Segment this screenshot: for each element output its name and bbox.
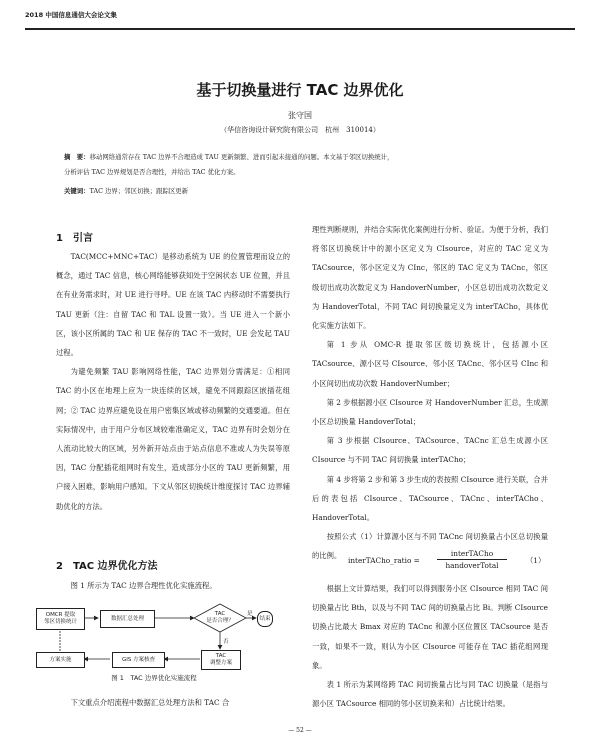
formula-fraction bbox=[437, 549, 507, 570]
figure1-caption: 图 1 TAC 边界优化实施流程 bbox=[111, 674, 197, 682]
step-4: 第 4 步将第 2 步和第 3 步生成的表按照 CIsource 进行关联，合并后的表包括 CIsource、TACsource、TACnc、interTACho、HandoverTotal。 bbox=[312, 474, 548, 523]
flow-box-implement: 方案实施 bbox=[36, 652, 85, 668]
section2-paragraph: 下文重点介绍流程中数据汇总处理方法和 TAC 合 bbox=[70, 698, 230, 707]
formula-lhs: interTACho_ratio = bbox=[348, 556, 420, 565]
paper-author: 张守国 bbox=[288, 111, 312, 120]
step-2: 第 2 步根据源小区 CIsource 对 HandoverNumber 汇总，生成源小区总切换量 HandoverTotal； bbox=[312, 397, 548, 427]
right-column-top bbox=[312, 220, 548, 566]
section2-heading: 2 TAC 边界优化方法 bbox=[56, 561, 158, 572]
flow-label-no: 否 bbox=[223, 639, 229, 645]
running-header: 2018 中国信息通信大会论文集 bbox=[25, 11, 117, 19]
abstract-text-1: 移动网络通常存在 TAC 边界不合理造成 TAU 更新频繁、进而引起未接通的问题。本文基于邻区切换统计， bbox=[89, 153, 394, 161]
formula-number: （1） bbox=[526, 556, 546, 565]
method-paragraph: 理性判断规则，并结合实际优化案例进行分析、验证。为便于分析，我们将邻区切换统计中的源小区定义为 CIsource，对应的 TAC 定义为 TACsource，邻小区定义为 CInc，邻区的 TAC 定义为 TACnc，邻区级切出成功次数定义为 HandoverNumber，小区总切出成功次数定义为 HandoverTotal，不同 TAC 间切换量定义为 interTACho，具体优化实施方法如下。 bbox=[312, 225, 548, 331]
formula-1 bbox=[348, 549, 558, 577]
section1-body bbox=[56, 247, 290, 516]
abstract bbox=[64, 150, 544, 180]
paper-affiliation: （华信咨询设计研究院有限公司 杭州 310014） bbox=[220, 126, 380, 134]
table-intro-paragraph: 表 1 所示为某网络跨 TAC 间切换量占比与同 TAC 切换量（是指与源小区 TACsource 相同的邻小区切换来和）占比统计结果。 bbox=[312, 680, 548, 709]
keywords-text: TAC 边界；邻区切换；跟踪区更新 bbox=[89, 187, 189, 195]
flow-label-yes: 是 bbox=[247, 611, 253, 617]
section1-paragraph: TAC(MCC+MNC+TAC）是移动系统为 UE 的位置管理而设立的概念，通过 TAC 信息，核心网络能够获知处于空闲状态 UE 位置，并且在有业务需求时，对 UE 进行寻呼。UE 在该 TAC 内移动时不需要执行 TAU 更新（注：自留 TAC 和 TAL 设置一致）。当 UE 进入一个新小区，该小区所属的 TAC 和 UE 保存的 TAC 不一致时，UE 会发起 TAU 过程。 bbox=[56, 252, 290, 358]
step-1: 第 1 步从 OMC-R 提取邻区级切换统计，包括源小区 TACsource、源小区号 CIsource、邻小区 TACnc、邻小区号 CInc 和小区间切出成功次数 HandoverNumber； bbox=[312, 340, 548, 388]
flow-box-end: 结束 bbox=[257, 611, 273, 627]
flow-box-omcr: OMCR 提取 邻区切换统计 bbox=[36, 608, 85, 630]
section2-intro-block bbox=[56, 576, 290, 595]
section1-heading: 1 引言 bbox=[56, 233, 93, 244]
section2-intro: 图 1 所示为 TAC 边界合理性优化实施流程。 bbox=[70, 581, 217, 590]
section1-paragraph: 为避免频繁 TAU 影响网络性能，TAC 边界划分需满足：①相同 TAC 的小区在地理上应为一块连续的区域，避免不同跟踪区嵌插花组网；② TAC 边界应避免设在用户密集区域或移动频繁的交通要道。但在实际情况中，由于用户分布区域较难准确定义，TAC 边界有时会划分在人流动比较大的区域，另外新开站点由于站点信息不准或人为失误等原因，TAC 分配插花组网时有发生，造成部分小区的 TAU 更新频繁，用户接入困难，影响用户感知。下文从邻区切换统计维度探讨 TAC 边界辅助优化的方法。 bbox=[56, 367, 290, 511]
keywords-label: 关键词： bbox=[64, 187, 90, 195]
flow-box-gis: GIS 方案核查 bbox=[112, 652, 165, 668]
formula-intro: 按照公式（1）计算源小区与不同 TACnc 间切换量占小区总切换量的比例。 bbox=[312, 532, 548, 561]
formula-numerator: interTACho bbox=[437, 549, 507, 560]
step-3: 第 3 步根据 CIsource、TACsource、TACnc 汇总生成源小区 CIsource 与不同 TAC 间切换量 interTACho； bbox=[312, 436, 548, 465]
abstract-label: 摘 要： bbox=[64, 153, 90, 161]
flow-box-decision: TAC 是否合理？ bbox=[206, 611, 234, 624]
abstract-text-2: 分析评估 TAC 边界规划是否合理性，并给出 TAC 优化方案。 bbox=[64, 168, 240, 176]
paper-title: 基于切换量进行 TAC 边界优化 bbox=[196, 81, 404, 99]
formula-denominator: handoverTotal bbox=[445, 561, 499, 570]
analysis-paragraph: 根据上文计算结果，我们可以得到服务小区 CIsource 相同 TAC 间切换量占比 Bth，以及与不同 TAC 间的切换量占比 Bi。判断 CIsource 切换占比最大 Bmax 对应的 TACnc 和源小区位置区 TACsource 是否一致，如果不一致，则认为小区 CIsource 可能存在 TAC 插花组网现象。 bbox=[312, 584, 548, 670]
header-rule bbox=[25, 28, 575, 30]
flow-box-summary: 数据汇总处理 bbox=[100, 610, 155, 628]
flow-box-tac-plan: TAC 调整方案 bbox=[201, 650, 241, 670]
figure1-flowchart bbox=[36, 601, 272, 671]
right-column-bottom bbox=[312, 579, 548, 713]
page-number: — 52 — bbox=[288, 727, 312, 734]
section2-body bbox=[56, 693, 290, 712]
keywords bbox=[64, 186, 544, 195]
